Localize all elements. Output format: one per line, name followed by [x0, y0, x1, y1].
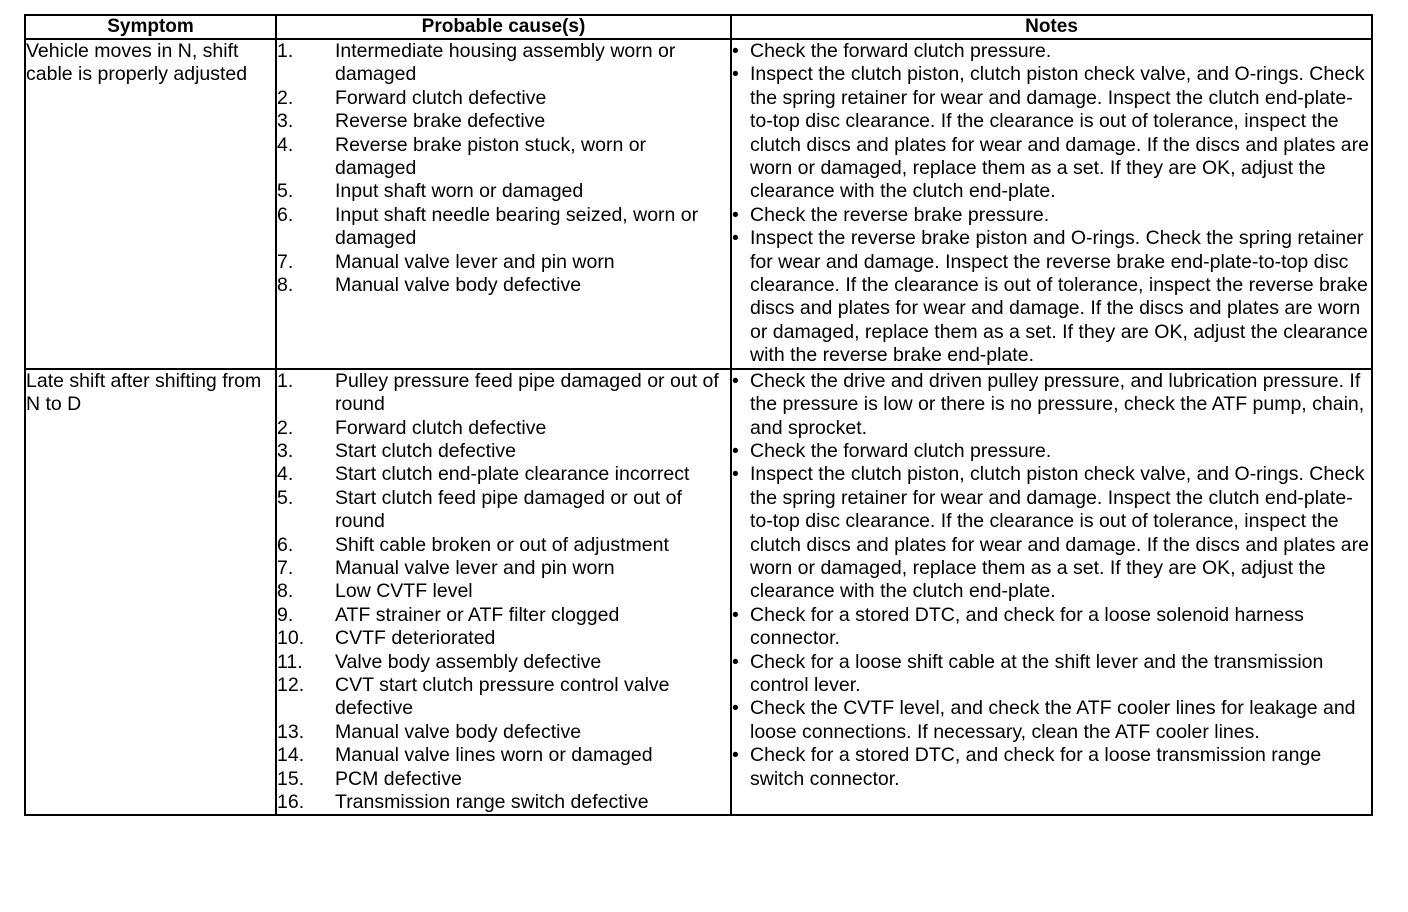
cause-number: 5.	[277, 180, 294, 203]
cause-item	[277, 370, 730, 417]
cause-number: 13.	[277, 720, 305, 743]
cause-text: Manual valve body defective	[335, 274, 582, 297]
bullet-icon: •	[732, 203, 739, 226]
cause-text: Valve body assembly defective	[335, 650, 602, 673]
cause-item	[277, 604, 730, 627]
cause-number: 7.	[277, 250, 294, 273]
probable-causes-cell	[276, 369, 731, 816]
cause-item	[277, 180, 730, 203]
cause-item	[277, 463, 730, 486]
cause-text: Manual valve lines worn or damaged	[335, 744, 653, 767]
cause-list	[277, 370, 730, 815]
cause-text: Start clutch defective	[335, 439, 517, 462]
cause-number: 14.	[277, 744, 305, 767]
cause-text: Input shaft needle bearing seized, worn or damaged	[335, 203, 699, 250]
cause-number: 16.	[277, 791, 305, 813]
note-item	[732, 463, 1371, 603]
cause-item	[277, 791, 730, 814]
note-text: Check the forward clutch pressure.	[750, 40, 1052, 62]
cause-number: 12.	[277, 673, 305, 696]
note-item	[732, 227, 1371, 367]
cause-text: CVT start clutch pressure control valve defective	[335, 673, 670, 720]
note-item	[732, 63, 1371, 203]
cause-number: 11.	[277, 650, 303, 673]
cause-number: 3.	[277, 110, 294, 133]
header-probable-causes: Probable cause(s)	[276, 15, 731, 39]
bullet-icon: •	[732, 603, 739, 626]
table-row	[25, 39, 1372, 369]
cause-number: 9.	[277, 603, 294, 626]
cause-item	[277, 274, 730, 297]
cause-text: Input shaft worn or damaged	[335, 180, 584, 203]
cause-item	[277, 440, 730, 463]
cause-item	[277, 134, 730, 181]
cause-number: 7.	[277, 556, 294, 579]
bullet-icon: •	[732, 463, 739, 486]
cause-item	[277, 651, 730, 674]
cause-number: 8.	[277, 580, 294, 603]
cause-text: Start clutch end-plate clearance incorrect	[335, 463, 690, 486]
bullet-icon: •	[732, 63, 739, 86]
note-item	[732, 744, 1371, 791]
cause-text: Shift cable broken or out of adjustment	[335, 533, 669, 556]
cause-item	[277, 251, 730, 274]
notes-list	[732, 370, 1371, 791]
note-text: Inspect the reverse brake piston and O-rings. Check the spring retainer for wear and damage. Inspect the reverse brake end-plate-to-top disc clearance. If the clearance is out of tolerance, inspect the reverse brake discs and plates for wear and damage. If the discs and plates are worn or damaged, replace them as a set. If they are OK, adjust the clearance with the reverse brake end-plate.	[750, 227, 1368, 367]
cause-number: 6.	[277, 533, 294, 556]
cause-item	[277, 40, 730, 87]
cause-number: 4.	[277, 463, 294, 486]
bullet-icon: •	[732, 369, 739, 392]
cause-item	[277, 674, 730, 721]
cause-item	[277, 110, 730, 133]
cause-text: Intermediate housing assembly worn or damaged	[335, 40, 676, 86]
cause-text: ATF strainer or ATF filter clogged	[335, 603, 620, 626]
cause-text: Reverse brake piston stuck, worn or damaged	[335, 133, 647, 180]
header-row	[25, 15, 1372, 39]
note-text: Inspect the clutch piston, clutch piston check valve, and O-rings. Check the spring retainer for wear and damage. Inspect the clutch end-plate-to-top disc clearance. If the clearance is out of tolerance, inspect the clutch discs and plates for wear and damage. If the discs and plates are worn or damaged, replace them as a set. If they are OK, adjust the clearance with the clutch end-plate.	[750, 63, 1369, 203]
cause-text: Transmission range switch defective	[335, 791, 649, 813]
note-text: Check the reverse brake pressure.	[750, 203, 1050, 226]
cause-number: 1.	[277, 369, 294, 392]
cause-number: 3.	[277, 439, 294, 462]
note-text: Check for a stored DTC, and check for a loose transmission range switch connector.	[750, 744, 1322, 790]
note-item	[732, 440, 1371, 463]
cause-text: Low CVTF level	[335, 580, 473, 603]
cause-number: 2.	[277, 416, 294, 439]
cause-text: Manual valve lever and pin worn	[335, 556, 615, 579]
cause-item	[277, 204, 730, 251]
symptom-cell: Late shift after shifting from N to D	[25, 369, 276, 816]
note-item	[732, 697, 1371, 744]
note-text: Check for a loose shift cable at the shift lever and the transmission control lever.	[750, 650, 1324, 696]
cause-text: Manual valve lever and pin worn	[335, 250, 615, 273]
cause-text: PCM defective	[335, 767, 462, 790]
cause-number: 10.	[277, 627, 305, 650]
cause-text: Forward clutch defective	[335, 86, 547, 109]
cause-item	[277, 744, 730, 767]
cause-item	[277, 580, 730, 603]
probable-causes-cell	[276, 39, 731, 369]
troubleshooting-table	[24, 14, 1373, 816]
cause-text: CVTF deteriorated	[335, 627, 496, 650]
cause-number: 4.	[277, 133, 294, 156]
cause-text: Pulley pressure feed pipe damaged or out of round	[335, 369, 719, 416]
cause-item	[277, 534, 730, 557]
cause-number: 8.	[277, 274, 294, 297]
note-item	[732, 604, 1371, 651]
bullet-icon: •	[732, 650, 739, 673]
note-text: Inspect the clutch piston, clutch piston check valve, and O-rings. Check the spring retainer for wear and damage. Inspect the clutch end-plate-to-top disc clearance. If the clearance is out of tolerance, inspect the clutch discs and plates for wear and damage. If the discs and plates are worn or damaged, replace them as a set. If they are OK, adjust the clearance with the clutch end-plate.	[750, 463, 1369, 603]
bullet-icon: •	[732, 697, 739, 720]
notes-cell	[731, 39, 1372, 369]
cause-text: Forward clutch defective	[335, 416, 547, 439]
cause-text: Reverse brake defective	[335, 110, 546, 133]
notes-list	[732, 40, 1371, 368]
cause-item	[277, 768, 730, 791]
note-text: Check the forward clutch pressure.	[750, 439, 1052, 462]
cause-item	[277, 487, 730, 534]
symptom-cell: Vehicle moves in N, shift cable is properly adjusted	[25, 39, 276, 369]
cause-list	[277, 40, 730, 297]
cause-item	[277, 417, 730, 440]
header-notes: Notes	[731, 15, 1372, 39]
cause-item	[277, 87, 730, 110]
cause-text: Start clutch feed pipe damaged or out of round	[335, 486, 682, 533]
cause-number: 15.	[277, 767, 305, 790]
note-text: Check the CVTF level, and check the ATF cooler lines for leakage and loose connections. If necessary, clean the ATF cooler lines.	[750, 697, 1356, 743]
cause-item	[277, 627, 730, 650]
cause-text: Manual valve body defective	[335, 720, 582, 743]
cause-item	[277, 557, 730, 580]
bullet-icon: •	[732, 227, 739, 250]
cause-number: 6.	[277, 203, 294, 226]
note-text: Check the drive and driven pulley pressure, and lubrication pressure. If the pressure is low or there is no pressure, check the ATF pump, chain, and sprocket.	[750, 369, 1365, 439]
cause-item	[277, 721, 730, 744]
table-row	[25, 369, 1372, 816]
cause-number: 5.	[277, 486, 294, 509]
note-item	[732, 204, 1371, 227]
note-text: Check for a stored DTC, and check for a loose solenoid harness connector.	[750, 603, 1304, 650]
bullet-icon: •	[732, 744, 739, 767]
cause-number: 1.	[277, 40, 294, 62]
note-item	[732, 40, 1371, 63]
bullet-icon: •	[732, 40, 739, 62]
note-item	[732, 651, 1371, 698]
note-item	[732, 370, 1371, 440]
notes-cell	[731, 369, 1372, 816]
cause-number: 2.	[277, 86, 294, 109]
header-symptom: Symptom	[25, 15, 276, 39]
bullet-icon: •	[732, 439, 739, 462]
